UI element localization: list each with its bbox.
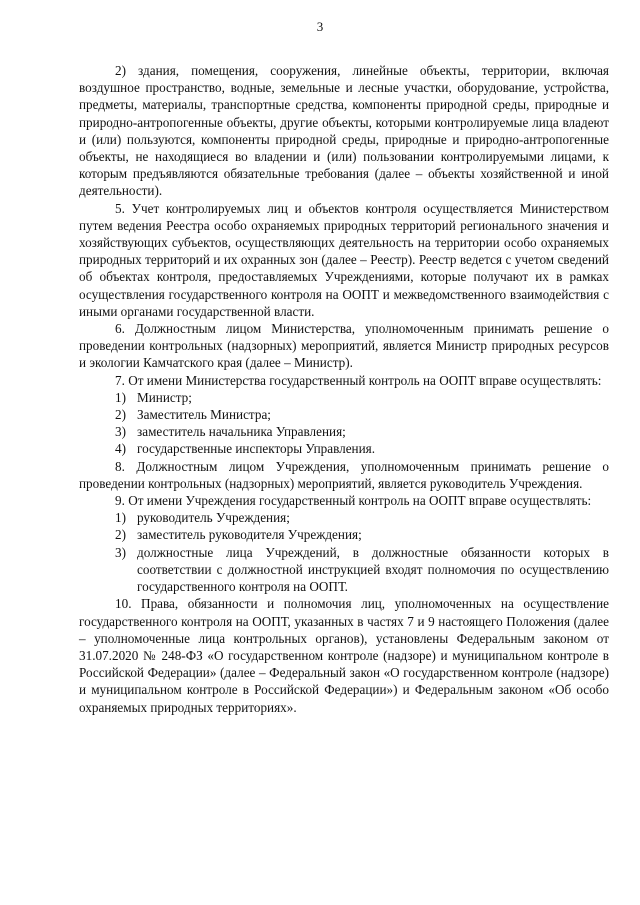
list-item-text: государственные инспекторы Управления. (137, 441, 376, 457)
list-item (79, 406, 609, 423)
paragraph-10-rights: 10. Права, обязанности и полномочия лиц, уполномоченных на осуществление государственного контроля на ООПТ, указанных в частях 7 и 9 настоящего Положения (далее – уполномоченные лица контрольных органов), установлены Федеральным законом от 31.07.2020 № 248-ФЗ «О государственном контроле (надзоре) и муниципальном контроле в Российской Федерации» (далее – Федеральный закон «О государственном контроле (надзоре) и муниципальном контроле в Российской Федерации») и Федеральным законом «Об особо охраняемых природных территориях». (79, 596, 609, 715)
list-item-text: Министр; (137, 389, 192, 405)
list-item-text: заместитель руководителя Учреждения; (137, 527, 362, 543)
list-item-text: заместитель начальника Управления; (137, 424, 346, 440)
paragraph-2-objects: 2) здания, помещения, сооружения, линейные объекты, территории, включая воздушное пространство, водные, земельные и лесные участки, оборудование, устройства, предметы, материалы, транспортные средства, компоненты природной среды, природные и природно-антропогенные объекты, другие объекты, которыми контролируемые лица владеют и (или) пользуются, компоненты природной среды, природные и природно-антропогенные объекты, не находящиеся во владении и (или) пользовании контролируемыми лицами, к которым предъявляются обязательные требования (далее – объекты хозяйственной и иной деятельности). (79, 63, 609, 199)
document-body (79, 62, 609, 716)
paragraph-9-intro: 9. От имени Учреждения государственный контроль на ООПТ вправе осуществлять: (115, 493, 592, 509)
list-item-number: 2) (115, 407, 126, 423)
list-item-number: 4) (115, 441, 126, 457)
list-item-text: руководитель Учреждения; (137, 510, 290, 526)
list-item-number: 1) (115, 389, 126, 405)
list-item-text: должностные лица Учреждений, в должностные обязанности которых в соответствии с должностной инструкцией входят полномочия по осуществлению государственного контроля на ООПТ. (137, 544, 609, 595)
list-item (79, 389, 609, 406)
paragraph-6-official: 6. Должностным лицом Министерства, уполномоченным принимать решение о проведении контрольных (надзорных) мероприятий, является Министр природных ресурсов и экологии Камчатского края (далее – Министр). (79, 321, 609, 371)
list-item (79, 526, 609, 543)
list-item (79, 544, 609, 596)
list-item-number: 2) (115, 527, 126, 543)
list-item-number: 1) (115, 510, 126, 526)
list-item-number: 3) (115, 424, 126, 440)
paragraph-8-official: 8. Должностным лицом Учреждения, уполномоченным принимать решение о проведении контрольных (надзорных) мероприятий, является руководитель Учреждения. (79, 458, 609, 491)
list-item-number: 3) (115, 544, 126, 560)
page-number: 3 (316, 19, 324, 34)
list-item (79, 423, 609, 440)
list-item (79, 509, 609, 526)
paragraph-5-registry: 5. Учет контролируемых лиц и объектов контроля осуществляется Министерством путем ведения Реестра особо охраняемых природных территорий регионального значения и хозяйствующих субъектов, осуществляющих деятельность на территории особо охраняемых природных территорий и их охранных зон (далее – Реестр). Реестр ведется с учетом сведений об объектах контроля, предоставляемых Учреждениями, которые получают их в рамках осуществления государственного контроля на ООПТ и межведомственного взаимодействия с иными органами государственной власти. (79, 200, 609, 319)
list-item-text: Заместитель Министра; (137, 407, 271, 423)
list-item (79, 440, 609, 457)
paragraph-7-intro: 7. От имени Министерства государственный контроль на ООПТ вправе осуществлять: (115, 372, 602, 388)
